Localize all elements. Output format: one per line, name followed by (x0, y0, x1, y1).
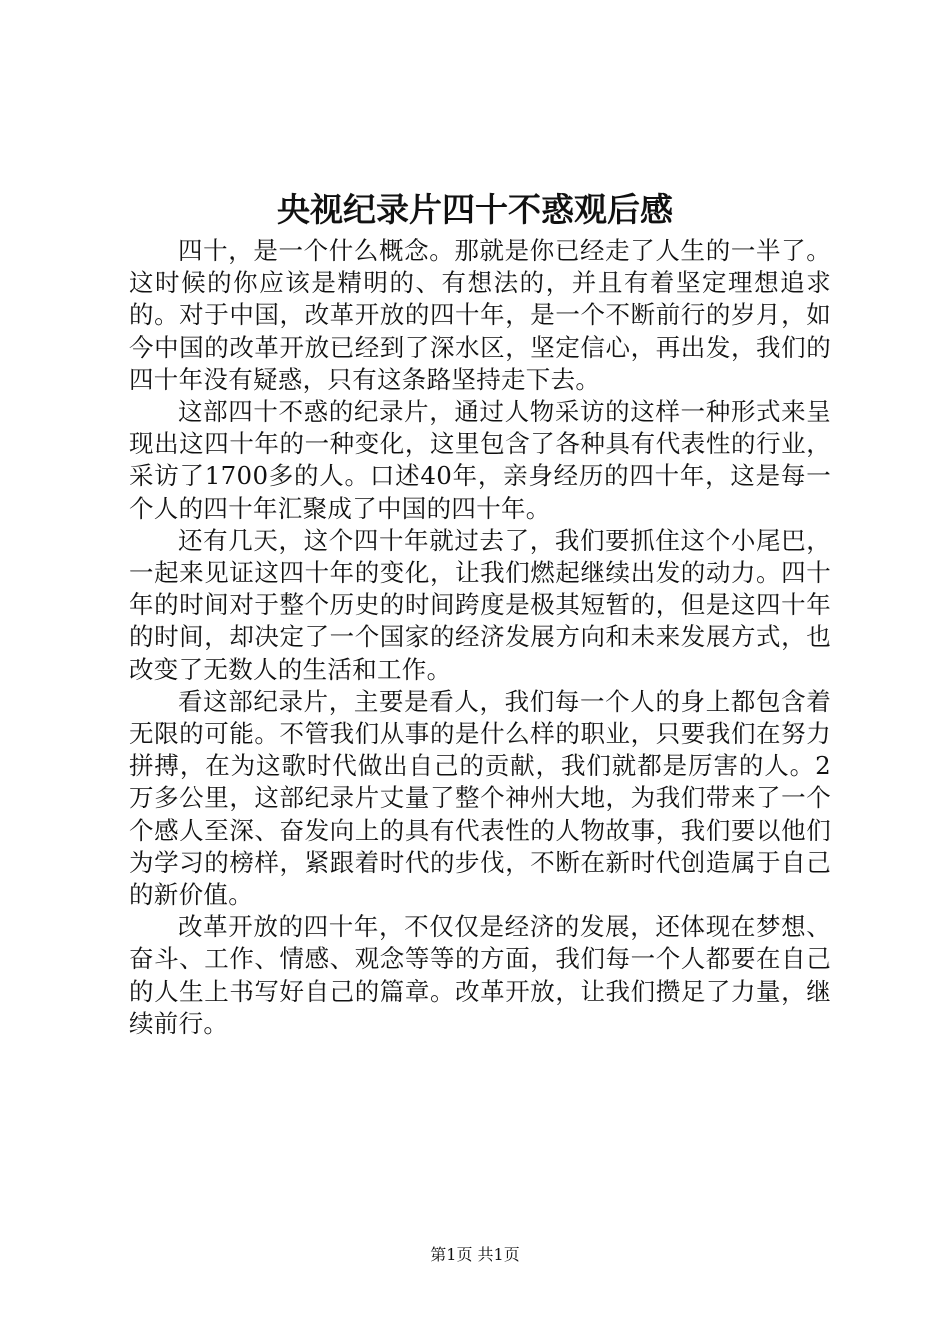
paragraph: 这部四十不惑的纪录片，通过人物采访的这样一种形式来呈现出这四十年的一种变化，这里包含了各种具有代表性的行业，采访了1700多的人。口述40年，亲身经历的四十年，这是每一个人的四十年汇聚成了中国的四十年。 (129, 397, 831, 523)
document-body (129, 235, 831, 1040)
paragraph: 四十，是一个什么概念。那就是你已经走了人生的一半了。这时候的你应该是精明的、有想法的，并且有着坚定理想追求的。对于中国，改革开放的四十年，是一个不断前行的岁月，如今中国的改革开放已经到了深水区，坚定信心，再出发，我们的四十年没有疑惑，只有这条路坚持走下去。 (129, 236, 831, 394)
paragraph: 还有几天，这个四十年就过去了，我们要抓住这个小尾巴，一起来见证这四十年的变化，让我们燃起继续出发的动力。四十年的时间对于整个历史的时间跨度是极其短暂的，但是这四十年的时间，却决定了一个国家的经济发展方向和未来发展方式，也改变了无数人的生活和工作。 (129, 525, 831, 684)
page-title: 央视纪录片四十不惑观后感 (277, 190, 673, 229)
page-footer: 第1页 共1页 (430, 1245, 520, 1264)
paragraph: 看这部纪录片，主要是看人，我们每一个人的身上都包含着无限的可能。不管我们从事的是什么样的职业，只要我们在努力拼搏，在为这歌时代做出自己的贡献，我们就都是厉害的人。2万多公里，这部纪录片丈量了整个神州大地，为我们带来了一个个感人至深、奋发向上的具有代表性的人物故事，我们要以他们为学习的榜样，紧跟着时代的步伐，不断在新时代创造属于自己的新价值。 (129, 686, 831, 910)
paragraph: 改革开放的四十年，不仅仅是经济的发展，还体现在梦想、奋斗、工作、情感、观念等等的方面，我们每一个人都要在自己的人生上书写好自己的篇章。改革开放，让我们攒足了力量，继续前行。 (129, 912, 831, 1038)
